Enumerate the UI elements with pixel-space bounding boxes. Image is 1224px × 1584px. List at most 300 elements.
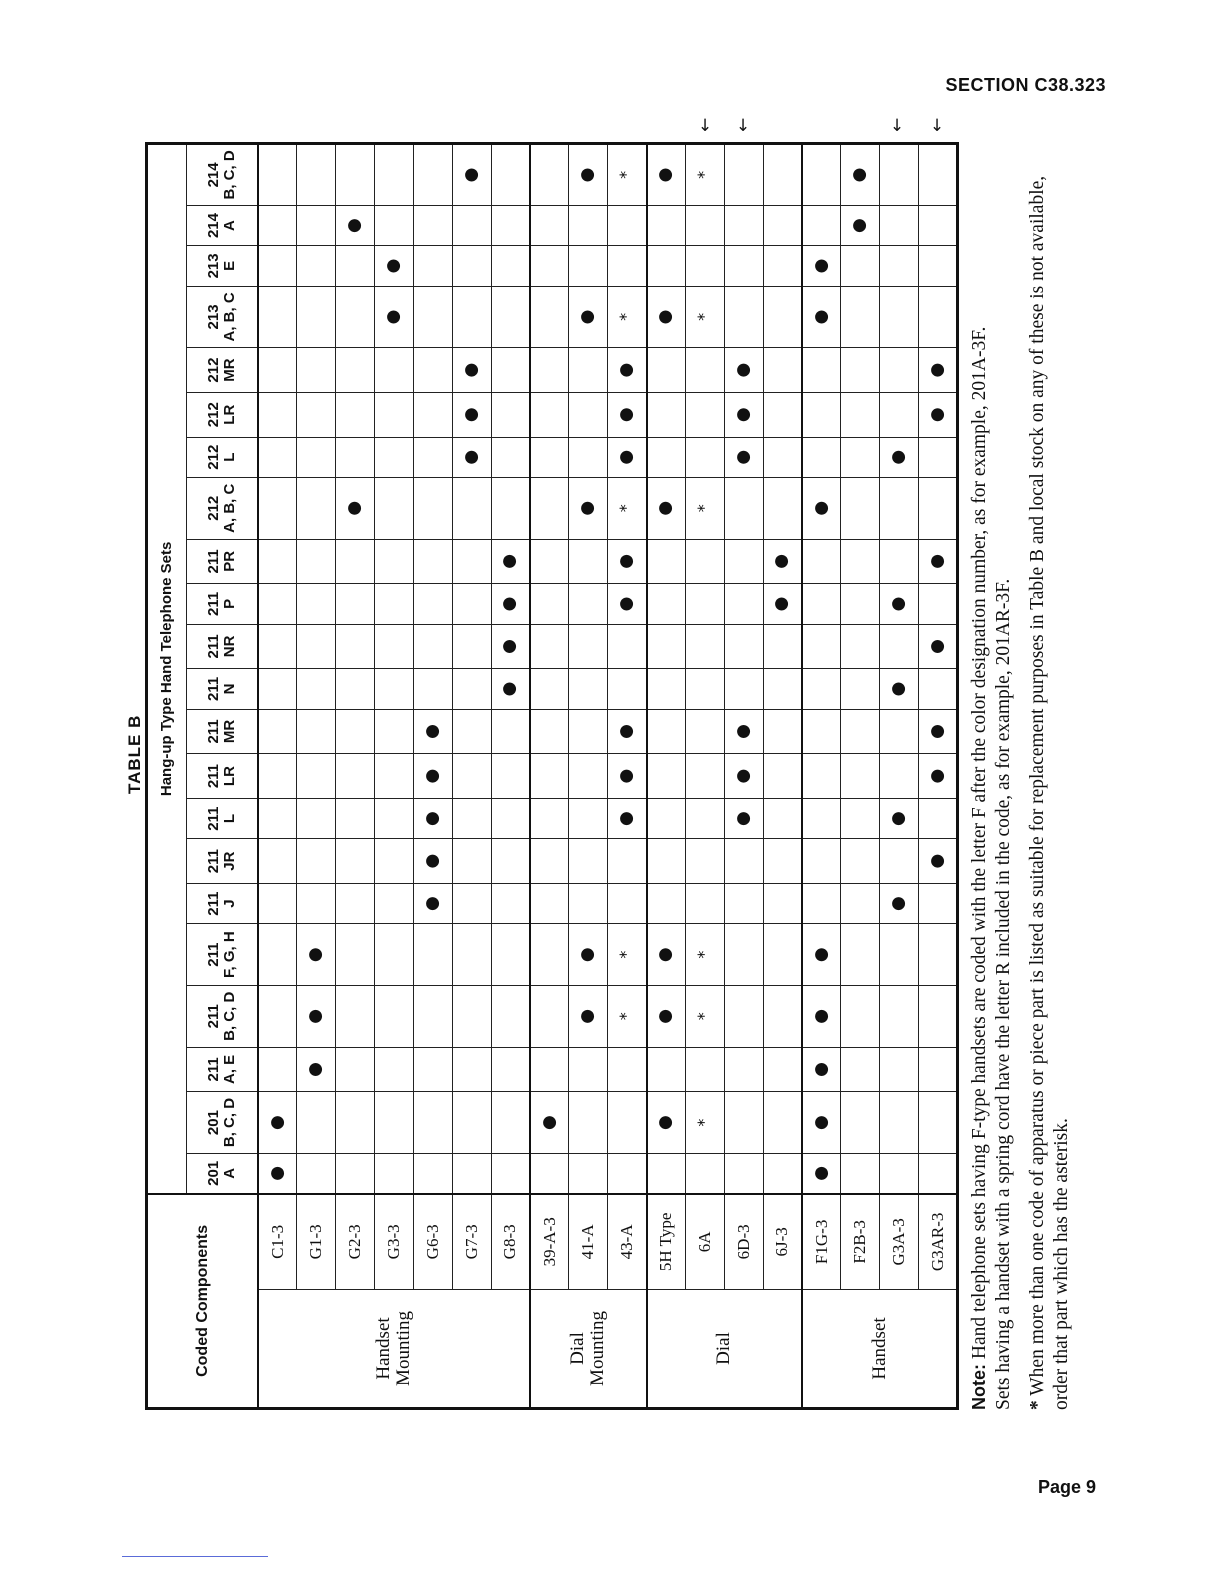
dot-mark: ● [888, 681, 909, 697]
dot-mark: ● [926, 407, 947, 423]
table-cell [336, 246, 375, 286]
table-cell [608, 669, 647, 709]
dot-mark: ● [460, 449, 481, 465]
table-cell [569, 437, 608, 477]
component-code: 6J-3 [763, 1194, 802, 1290]
table-cell [491, 1047, 530, 1092]
table-cell [608, 1153, 647, 1193]
table-cell [336, 286, 375, 348]
set-suffix: MR [221, 719, 238, 744]
table-row [763, 144, 802, 1409]
dot-mark: ● [926, 853, 947, 869]
table-cell [841, 985, 880, 1047]
table-cell [452, 348, 491, 393]
table-cell [724, 624, 763, 669]
table-cell [336, 1153, 375, 1193]
table-cell [258, 1047, 297, 1092]
table-cell [258, 1153, 297, 1193]
change-arrow-4: ↓ [929, 116, 945, 136]
dot-mark: ● [305, 1008, 326, 1024]
set-column-header [187, 839, 259, 884]
table-cell [569, 839, 608, 884]
table-cell [569, 924, 608, 986]
table-cell [336, 437, 375, 477]
change-arrow-3: ↓ [889, 116, 905, 136]
table-cell [763, 144, 802, 206]
set-column-header [187, 477, 259, 539]
table-cell [530, 798, 569, 838]
asterisk-mark: * [616, 312, 636, 321]
table-cell [647, 348, 686, 393]
table-cell [530, 624, 569, 669]
dot-mark: ● [460, 407, 481, 423]
table-cell [841, 584, 880, 624]
table-cell [763, 584, 802, 624]
set-suffix: A [221, 1167, 238, 1179]
table-cell [724, 754, 763, 799]
table-cell [336, 839, 375, 884]
table-cell [452, 1153, 491, 1193]
component-code: G3A-3 [880, 1194, 919, 1290]
component-code: 41-A [569, 1194, 608, 1290]
table-cell [880, 205, 919, 245]
table-cell [375, 624, 414, 669]
table-cell [258, 286, 297, 348]
table-cell [647, 392, 686, 437]
table-cell [491, 392, 530, 437]
table-cell [530, 286, 569, 348]
table-cell [375, 348, 414, 393]
table-cell [919, 584, 958, 624]
table-cell [608, 883, 647, 923]
table-cell [452, 205, 491, 245]
dot-mark: ● [577, 947, 598, 963]
table-cell [297, 584, 336, 624]
table-cell [336, 754, 375, 799]
table-cell [608, 798, 647, 838]
dot-mark: ● [421, 896, 442, 912]
set-column-header [187, 392, 259, 437]
set-column-header [187, 584, 259, 624]
table-cell [919, 205, 958, 245]
table-cell [841, 1092, 880, 1154]
table-cell [647, 539, 686, 584]
table-cell [685, 798, 724, 838]
set-suffix: MR [221, 358, 238, 382]
table-cell [802, 754, 841, 799]
table-cell [297, 1092, 336, 1154]
table-cell [297, 1153, 336, 1193]
set-number: 211 [205, 549, 222, 574]
dot-mark: ● [810, 258, 831, 274]
table-cell [569, 205, 608, 245]
table-cell [413, 539, 452, 584]
component-code: G3-3 [375, 1194, 414, 1290]
table-cell [647, 1092, 686, 1154]
table-cell [336, 883, 375, 923]
table-cell [647, 584, 686, 624]
table-cell [919, 144, 958, 206]
table-cell [802, 1153, 841, 1193]
table-cell [880, 709, 919, 754]
table-cell [491, 246, 530, 286]
table-row [841, 144, 880, 1409]
dot-mark: ● [305, 1062, 326, 1077]
table-cell [375, 709, 414, 754]
table-cell [375, 985, 414, 1047]
page-number: Page 9 [1037, 1477, 1096, 1497]
note-label: Note: [969, 1364, 989, 1410]
table-cell [413, 477, 452, 539]
dot-mark: ● [383, 258, 403, 274]
table-cell [375, 883, 414, 923]
dot-mark: ● [577, 1008, 598, 1024]
table-cell [880, 539, 919, 584]
table-cell [724, 477, 763, 539]
table-cell [763, 246, 802, 286]
table-cell [258, 839, 297, 884]
table-cell [452, 286, 491, 348]
asterisk-mark: * [616, 1012, 636, 1021]
table-cell [452, 709, 491, 754]
set-number: 211 [205, 1057, 222, 1082]
table-cell [802, 539, 841, 584]
notes [967, 148, 1074, 1410]
table-cell [608, 1092, 647, 1154]
asterisk-mark: * [694, 312, 714, 321]
table-cell [491, 144, 530, 206]
table-cell [685, 205, 724, 245]
table-cell [569, 709, 608, 754]
dot-mark: ● [655, 167, 676, 183]
table-cell [569, 624, 608, 669]
table-cell [530, 1047, 569, 1092]
table-cell [530, 348, 569, 393]
table-cell [880, 883, 919, 923]
table-cell [258, 924, 297, 986]
table-cell [608, 246, 647, 286]
table-cell [763, 1092, 802, 1154]
table-cell [413, 985, 452, 1047]
set-suffix: B, C, D [221, 1097, 238, 1148]
table-cell [724, 437, 763, 477]
dot-mark: ● [344, 500, 365, 516]
table-cell [724, 205, 763, 245]
table-cell [413, 754, 452, 799]
table-cell [647, 924, 686, 986]
table-cell [685, 144, 724, 206]
table-cell [841, 1047, 880, 1092]
dot-mark: ● [655, 500, 676, 516]
component-code: C1-3 [258, 1194, 297, 1290]
table-cell [258, 539, 297, 584]
set-suffix: PR [221, 550, 238, 572]
table-cell [841, 669, 880, 709]
set-number: 214 [205, 162, 222, 188]
table-cell [452, 246, 491, 286]
dot-mark: ● [926, 724, 947, 739]
table-cell [336, 584, 375, 624]
dot-mark: ● [732, 407, 753, 423]
table-cell [724, 144, 763, 206]
table-cell [413, 709, 452, 754]
dot-mark: ● [499, 553, 520, 569]
table-cell [724, 798, 763, 838]
table-cell [880, 798, 919, 838]
change-arrow-1: ↓ [697, 116, 713, 136]
table-cell [802, 144, 841, 206]
dot-mark: ● [888, 596, 909, 612]
table-cell [569, 392, 608, 437]
table-cell [530, 477, 569, 539]
table-title: TABLE B [125, 714, 144, 794]
table-cell [685, 1153, 724, 1193]
hang-up-sets-header: Hang-up Type Hand Telephone Sets [147, 144, 187, 1194]
set-column-header [187, 798, 259, 838]
table-cell [336, 205, 375, 245]
set-suffix: JR [221, 851, 238, 871]
table-cell [297, 477, 336, 539]
set-suffix: A, E [221, 1054, 238, 1085]
table-cell [413, 669, 452, 709]
table-cell [841, 144, 880, 206]
table-cell [608, 839, 647, 884]
table-cell [685, 924, 724, 986]
set-suffix: B, C, D [221, 150, 238, 200]
component-code: 43-A [608, 1194, 647, 1290]
table-cell [375, 144, 414, 206]
table-cell [413, 348, 452, 393]
group-label [802, 1289, 957, 1408]
table-cell [763, 437, 802, 477]
asterisk-mark: * [616, 170, 636, 179]
table-cell [569, 584, 608, 624]
table-cell [336, 539, 375, 584]
table-row [530, 144, 569, 1409]
component-code: G3AR-3 [919, 1194, 958, 1290]
dot-mark: ● [615, 596, 636, 612]
table-cell [258, 624, 297, 669]
table-cell [258, 348, 297, 393]
table-cell [569, 286, 608, 348]
dot-mark: ● [615, 553, 636, 569]
table-row [685, 144, 724, 1409]
dot-mark: ● [266, 1165, 287, 1181]
set-suffix: A, B, C [221, 483, 238, 533]
table-cell [880, 246, 919, 286]
table-cell [530, 985, 569, 1047]
table-cell [724, 924, 763, 986]
table-cell [763, 477, 802, 539]
table-row [608, 144, 647, 1409]
set-number: 201 [205, 1160, 222, 1186]
table-cell [608, 539, 647, 584]
table-cell [841, 1153, 880, 1193]
table-cell [413, 883, 452, 923]
table-cell [569, 348, 608, 393]
table-cell [685, 709, 724, 754]
table-cell [491, 669, 530, 709]
table-cell [569, 985, 608, 1047]
change-arrow-2: ↓ [735, 116, 751, 136]
table-cell [530, 1153, 569, 1193]
table-cell [841, 348, 880, 393]
table-cell [919, 669, 958, 709]
table-cell [530, 883, 569, 923]
dot-mark: ● [655, 309, 676, 325]
table-cell [375, 839, 414, 884]
table-cell [491, 477, 530, 539]
table-cell [258, 754, 297, 799]
table-cell [608, 437, 647, 477]
table-cell [841, 477, 880, 539]
table-cell [647, 754, 686, 799]
dot-mark: ● [305, 947, 326, 963]
table-row [802, 144, 841, 1409]
table-cell [297, 348, 336, 393]
table-cell [919, 883, 958, 923]
table-cell [375, 539, 414, 584]
table-b [145, 142, 959, 1410]
table-cell [491, 985, 530, 1047]
set-column-header [187, 1092, 259, 1154]
table-cell [802, 392, 841, 437]
asterisk-mark: * [694, 950, 714, 959]
table-cell [841, 754, 880, 799]
dot-mark: ● [926, 768, 947, 784]
table-cell [763, 1047, 802, 1092]
dot-mark: ● [732, 449, 753, 465]
table-row [297, 144, 336, 1409]
table-cell [258, 1092, 297, 1154]
table-cell [336, 477, 375, 539]
footer-rule [122, 1556, 268, 1557]
table-cell [452, 477, 491, 539]
table-cell [647, 477, 686, 539]
table-cell [336, 348, 375, 393]
table-cell [880, 985, 919, 1047]
table-cell [841, 286, 880, 348]
set-column-header [187, 624, 259, 669]
table-row [375, 144, 414, 1409]
table-cell [452, 883, 491, 923]
table-cell [647, 669, 686, 709]
table-cell [608, 624, 647, 669]
table-cell [763, 205, 802, 245]
table-cell [647, 1047, 686, 1092]
table-cell [258, 246, 297, 286]
dot-mark: ● [810, 1115, 831, 1130]
dot-mark: ● [732, 768, 753, 784]
asterisk-mark: * [694, 504, 714, 513]
table-cell [724, 985, 763, 1047]
table-cell [452, 392, 491, 437]
table-cell [919, 246, 958, 286]
table-cell [802, 624, 841, 669]
asterisk-mark: * [694, 1012, 714, 1021]
table-cell [452, 584, 491, 624]
set-number: 213 [205, 304, 222, 330]
table-cell [491, 584, 530, 624]
table-cell [802, 246, 841, 286]
table-cell [841, 839, 880, 884]
dot-mark: ● [926, 553, 947, 569]
table-cell [258, 798, 297, 838]
set-suffix: LR [221, 404, 238, 425]
table-cell [724, 1153, 763, 1193]
dot-mark: ● [849, 218, 870, 233]
table-cell [841, 883, 880, 923]
table-cell [569, 1092, 608, 1154]
table-cell [530, 924, 569, 986]
table-cell [375, 798, 414, 838]
set-suffix: A [221, 220, 238, 231]
table-cell [452, 754, 491, 799]
table-cell [880, 437, 919, 477]
set-number: 211 [205, 1004, 222, 1029]
table-cell [919, 839, 958, 884]
dot-mark: ● [615, 724, 636, 739]
table-cell [685, 246, 724, 286]
table-cell [530, 839, 569, 884]
table-cell [802, 1092, 841, 1154]
table-cell [452, 624, 491, 669]
table-cell [413, 624, 452, 669]
table-cell [763, 392, 802, 437]
table-cell [375, 584, 414, 624]
table-cell [608, 286, 647, 348]
set-suffix: L [221, 452, 238, 462]
table-cell [491, 1092, 530, 1154]
dot-mark: ● [421, 811, 442, 827]
table-cell [608, 477, 647, 539]
dot-mark: ● [577, 167, 598, 183]
table-cell [491, 883, 530, 923]
table-cell [802, 669, 841, 709]
set-column-header [187, 669, 259, 709]
table-cell [763, 754, 802, 799]
set-number: 211 [205, 591, 222, 616]
table-cell [530, 246, 569, 286]
table-cell [258, 883, 297, 923]
set-column-header [187, 709, 259, 754]
table-cell [297, 754, 336, 799]
table-cell [685, 286, 724, 348]
dot-mark: ● [615, 362, 636, 378]
dot-mark: ● [421, 768, 442, 784]
table-cell [413, 924, 452, 986]
table-cell [608, 985, 647, 1047]
table-cell [569, 754, 608, 799]
table-cell [919, 1153, 958, 1193]
table-cell [608, 924, 647, 986]
dot-mark: ● [888, 896, 909, 912]
table-cell [724, 883, 763, 923]
table-cell [569, 477, 608, 539]
table-cell [763, 539, 802, 584]
set-number: 212 [205, 495, 222, 521]
dot-mark: ● [460, 362, 481, 378]
set-number: 213 [205, 253, 222, 279]
table-cell [336, 709, 375, 754]
set-number: 212 [205, 357, 222, 383]
table-cell [530, 754, 569, 799]
table-cell [647, 286, 686, 348]
table-cell [569, 1153, 608, 1193]
dot-mark: ● [499, 681, 520, 697]
table-cell [919, 709, 958, 754]
table-cell [336, 798, 375, 838]
